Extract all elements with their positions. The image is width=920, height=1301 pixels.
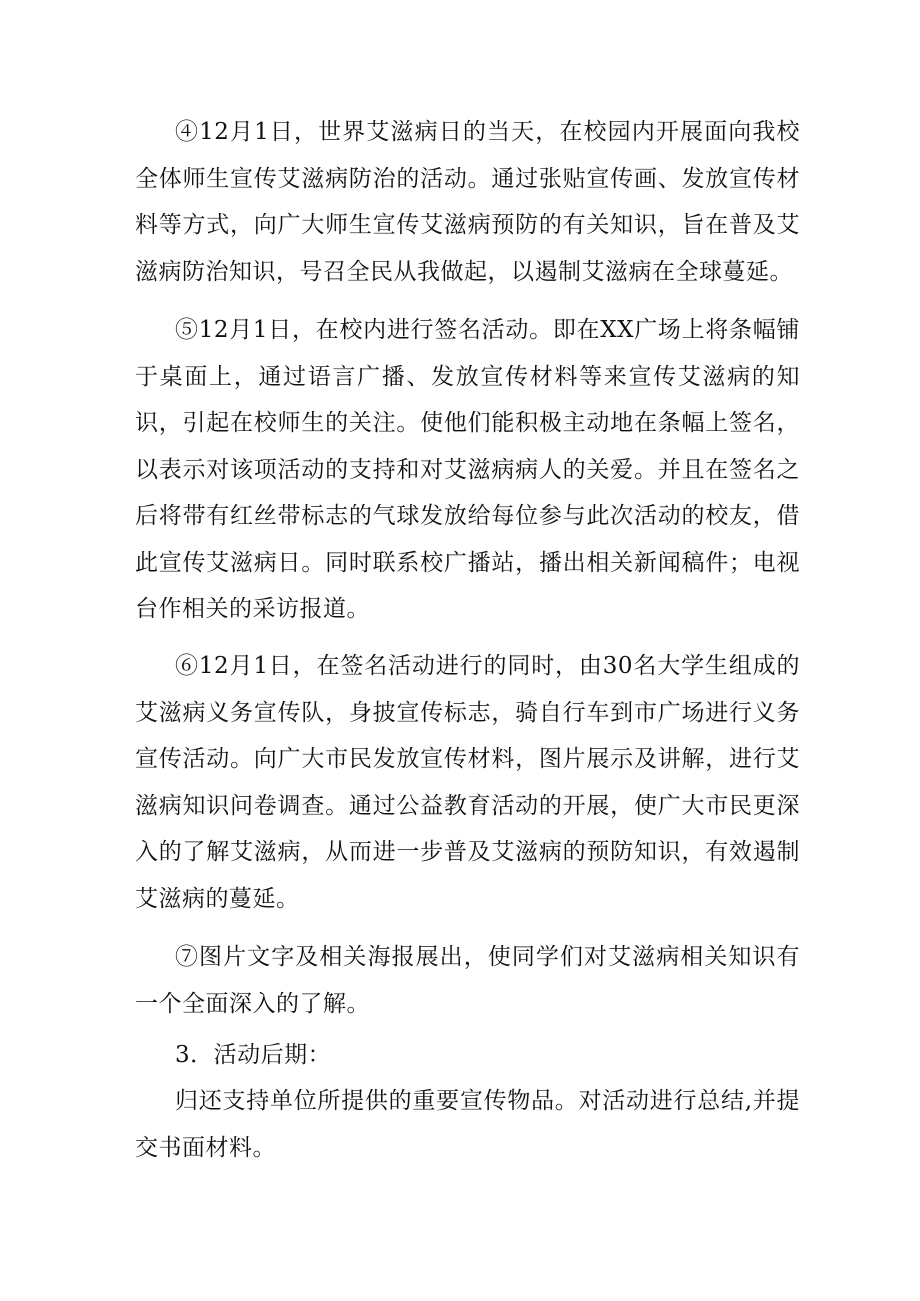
section-heading-late-stage: 3．活动后期： <box>175 1042 332 1068</box>
paragraph-volunteer-team: ⑥12月1日，在签名活动进行的同时，由30名大学生组成的艾滋病义务宣传队，身披宣传标志，骑自行车到市广场进行义务宣传活动。向广大市民发放宣传材料，图片展示及讲解，进行艾滋病知识问卷调查。通过公益教育活动的开展，使广大市民更深入的了解艾滋病，从而进一步普及艾滋病的预防知识，有效遏制艾滋病的蔓延。 <box>135 653 800 912</box>
paragraph-world-aids-day-campus: ④12月1日，世界艾滋病日的当天，在校园内开展面向我校全体师生宣传艾滋病防治的活动。通过张贴宣传画、发放宣传材料等方式，向广大师生宣传艾滋病预防的有关知识，旨在普及艾滋病防治知识，号召全民从我做起，以遏制艾滋病在全球蔓延。 <box>135 119 800 285</box>
paragraph-poster-exhibition: ⑦图片文字及相关海报展出，使同学们对艾滋病相关知识有一个全面深入的了解。 <box>135 944 800 1017</box>
paragraph-closing: 归还支持单位所提供的重要宣传物品。对活动进行总结,并提交书面材料。 <box>135 1088 800 1161</box>
paragraph-signature-activity: ⑤12月1日，在校内进行签名活动。即在XX广场上将条幅铺于桌面上，通过语言广播、发放宣传材料等来宣传艾滋病的知识，引起在校师生的关注。使他们能积极主动地在条幅上签名，以表示对该项活动的支持和对艾滋病病人的关爱。并且在签名之后将带有红丝带标志的气球发放给每位参与此次活动的校友，借此宣传艾滋病日。同时联系校广播站，播出相关新闻稿件；电视台作相关的采访报道。 <box>135 317 800 622</box>
